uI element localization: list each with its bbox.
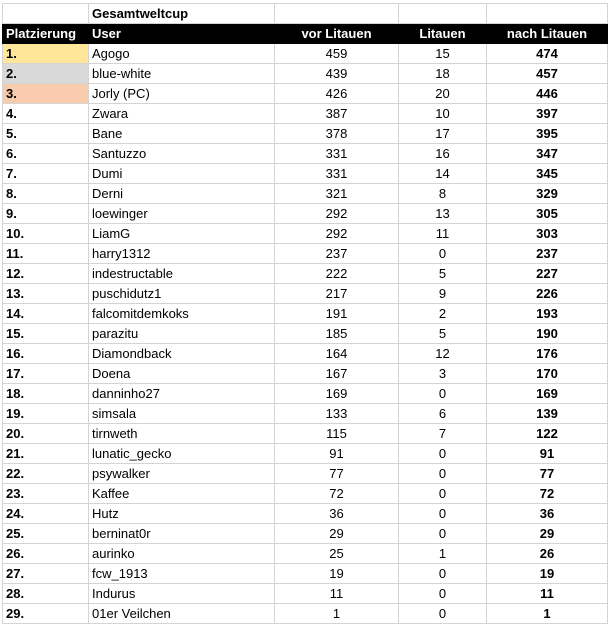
rank-cell[interactable]: 7. bbox=[3, 164, 89, 184]
user-cell[interactable]: berninat0r bbox=[89, 524, 275, 544]
table-row bbox=[3, 44, 608, 64]
table-row bbox=[3, 304, 608, 324]
table-row bbox=[3, 264, 608, 284]
race-cell[interactable]: 16 bbox=[399, 144, 487, 164]
rank-cell[interactable]: 14. bbox=[3, 304, 89, 324]
rank-cell[interactable]: 13. bbox=[3, 284, 89, 304]
after-cell[interactable]: 347 bbox=[487, 144, 608, 164]
rank-cell[interactable]: 15. bbox=[3, 324, 89, 344]
after-cell[interactable]: 446 bbox=[487, 84, 608, 104]
user-cell[interactable]: puschidutz1 bbox=[89, 284, 275, 304]
after-cell[interactable]: 345 bbox=[487, 164, 608, 184]
table-row bbox=[3, 144, 608, 164]
after-cell[interactable]: 122 bbox=[487, 424, 608, 444]
rank-cell[interactable]: 21. bbox=[3, 444, 89, 464]
race-cell[interactable]: 20 bbox=[399, 84, 487, 104]
user-cell[interactable]: Santuzzo bbox=[89, 144, 275, 164]
user-cell[interactable]: falcomitdemkoks bbox=[89, 304, 275, 324]
race-cell[interactable]: 0 bbox=[399, 604, 487, 624]
race-cell[interactable]: 9 bbox=[399, 284, 487, 304]
race-cell[interactable]: 7 bbox=[399, 424, 487, 444]
after-cell[interactable]: 397 bbox=[487, 104, 608, 124]
table-row bbox=[3, 604, 608, 624]
before-cell[interactable]: 169 bbox=[275, 384, 399, 404]
user-cell[interactable]: Bane bbox=[89, 124, 275, 144]
header-row bbox=[3, 24, 608, 44]
user-cell[interactable]: indestructable bbox=[89, 264, 275, 284]
after-cell[interactable]: 36 bbox=[487, 504, 608, 524]
rank-cell[interactable]: 22. bbox=[3, 464, 89, 484]
before-cell[interactable]: 331 bbox=[275, 144, 399, 164]
race-cell[interactable]: 0 bbox=[399, 384, 487, 404]
after-cell[interactable]: 170 bbox=[487, 364, 608, 384]
rank-cell[interactable]: 25. bbox=[3, 524, 89, 544]
before-cell[interactable]: 237 bbox=[275, 244, 399, 264]
table-row bbox=[3, 464, 608, 484]
user-cell[interactable]: danninho27 bbox=[89, 384, 275, 404]
rank-cell[interactable]: 2. bbox=[3, 64, 89, 84]
after-cell[interactable]: 139 bbox=[487, 404, 608, 424]
before-cell[interactable]: 77 bbox=[275, 464, 399, 484]
race-cell[interactable]: 1 bbox=[399, 544, 487, 564]
user-cell[interactable]: LiamG bbox=[89, 224, 275, 244]
user-cell[interactable]: parazitu bbox=[89, 324, 275, 344]
user-cell[interactable]: tirnweth bbox=[89, 424, 275, 444]
before-cell[interactable]: 439 bbox=[275, 64, 399, 84]
table-row bbox=[3, 324, 608, 344]
title-row bbox=[3, 4, 608, 24]
rank-cell[interactable]: 9. bbox=[3, 204, 89, 224]
rank-cell[interactable]: 8. bbox=[3, 184, 89, 204]
user-cell[interactable]: Diamondback bbox=[89, 344, 275, 364]
before-cell[interactable]: 191 bbox=[275, 304, 399, 324]
after-cell[interactable]: 226 bbox=[487, 284, 608, 304]
table-row bbox=[3, 504, 608, 524]
after-cell[interactable]: 303 bbox=[487, 224, 608, 244]
after-cell[interactable]: 176 bbox=[487, 344, 608, 364]
table-row bbox=[3, 424, 608, 444]
user-cell[interactable]: lunatic_gecko bbox=[89, 444, 275, 464]
race-cell[interactable]: 0 bbox=[399, 244, 487, 264]
before-cell[interactable]: 378 bbox=[275, 124, 399, 144]
cell[interactable] bbox=[275, 4, 399, 24]
race-cell[interactable]: 0 bbox=[399, 504, 487, 524]
rank-cell[interactable]: 16. bbox=[3, 344, 89, 364]
rank-cell[interactable]: 6. bbox=[3, 144, 89, 164]
race-cell[interactable]: 5 bbox=[399, 324, 487, 344]
after-cell[interactable]: 237 bbox=[487, 244, 608, 264]
user-cell[interactable]: Hutz bbox=[89, 504, 275, 524]
rank-cell[interactable]: 24. bbox=[3, 504, 89, 524]
rank-cell[interactable]: 17. bbox=[3, 364, 89, 384]
race-cell[interactable]: 0 bbox=[399, 464, 487, 484]
before-cell[interactable]: 292 bbox=[275, 224, 399, 244]
cell[interactable] bbox=[487, 4, 608, 24]
before-cell[interactable]: 1 bbox=[275, 604, 399, 624]
user-cell[interactable]: harry1312 bbox=[89, 244, 275, 264]
user-cell[interactable]: Zwara bbox=[89, 104, 275, 124]
rank-cell[interactable]: 26. bbox=[3, 544, 89, 564]
after-cell[interactable]: 19 bbox=[487, 564, 608, 584]
before-cell[interactable]: 217 bbox=[275, 284, 399, 304]
race-cell[interactable]: 11 bbox=[399, 224, 487, 244]
race-cell[interactable]: 18 bbox=[399, 64, 487, 84]
after-cell[interactable]: 26 bbox=[487, 544, 608, 564]
table-row bbox=[3, 184, 608, 204]
rank-cell[interactable]: 29. bbox=[3, 604, 89, 624]
race-cell[interactable]: 5 bbox=[399, 264, 487, 284]
after-cell[interactable]: 91 bbox=[487, 444, 608, 464]
user-cell[interactable]: Dumi bbox=[89, 164, 275, 184]
rank-cell[interactable]: 23. bbox=[3, 484, 89, 504]
user-cell[interactable]: Doena bbox=[89, 364, 275, 384]
before-cell[interactable]: 25 bbox=[275, 544, 399, 564]
header-after[interactable]: nach Litauen bbox=[487, 24, 608, 44]
before-cell[interactable]: 91 bbox=[275, 444, 399, 464]
table-row bbox=[3, 524, 608, 544]
header-race[interactable]: Litauen bbox=[399, 24, 487, 44]
rank-cell[interactable]: 1. bbox=[3, 44, 89, 64]
rank-cell[interactable]: 27. bbox=[3, 564, 89, 584]
table-row bbox=[3, 484, 608, 504]
race-cell[interactable]: 0 bbox=[399, 524, 487, 544]
table-row bbox=[3, 364, 608, 384]
after-cell[interactable]: 169 bbox=[487, 384, 608, 404]
race-cell[interactable]: 2 bbox=[399, 304, 487, 324]
rank-cell[interactable]: 19. bbox=[3, 404, 89, 424]
rank-cell[interactable]: 11. bbox=[3, 244, 89, 264]
race-cell[interactable]: 0 bbox=[399, 564, 487, 584]
user-cell[interactable]: psywalker bbox=[89, 464, 275, 484]
standings-table bbox=[2, 3, 608, 624]
race-cell[interactable]: 12 bbox=[399, 344, 487, 364]
rank-cell[interactable]: 18. bbox=[3, 384, 89, 404]
table-row bbox=[3, 544, 608, 564]
table-row bbox=[3, 404, 608, 424]
before-cell[interactable]: 321 bbox=[275, 184, 399, 204]
user-cell[interactable]: Jorly (PC) bbox=[89, 84, 275, 104]
before-cell[interactable]: 292 bbox=[275, 204, 399, 224]
table-row bbox=[3, 444, 608, 464]
user-cell[interactable]: aurinko bbox=[89, 544, 275, 564]
rank-cell[interactable]: 20. bbox=[3, 424, 89, 444]
rank-cell[interactable]: 3. bbox=[3, 84, 89, 104]
before-cell[interactable]: 185 bbox=[275, 324, 399, 344]
rank-cell[interactable]: 12. bbox=[3, 264, 89, 284]
user-cell[interactable]: blue-white bbox=[89, 64, 275, 84]
cell[interactable] bbox=[3, 4, 89, 24]
before-cell[interactable]: 387 bbox=[275, 104, 399, 124]
cell[interactable] bbox=[399, 4, 487, 24]
before-cell[interactable]: 72 bbox=[275, 484, 399, 504]
race-cell[interactable]: 0 bbox=[399, 444, 487, 464]
table-row bbox=[3, 244, 608, 264]
table-row bbox=[3, 564, 608, 584]
table-row bbox=[3, 284, 608, 304]
user-cell[interactable]: Agogo bbox=[89, 44, 275, 64]
race-cell[interactable]: 3 bbox=[399, 364, 487, 384]
race-cell[interactable]: 13 bbox=[399, 204, 487, 224]
rank-cell[interactable]: 10. bbox=[3, 224, 89, 244]
race-cell[interactable]: 8 bbox=[399, 184, 487, 204]
before-cell[interactable]: 167 bbox=[275, 364, 399, 384]
user-cell[interactable]: Indurus bbox=[89, 584, 275, 604]
race-cell[interactable]: 0 bbox=[399, 584, 487, 604]
after-cell[interactable]: 395 bbox=[487, 124, 608, 144]
header-before[interactable]: vor Litauen bbox=[275, 24, 399, 44]
table-row bbox=[3, 164, 608, 184]
after-cell[interactable]: 193 bbox=[487, 304, 608, 324]
table-row bbox=[3, 104, 608, 124]
header-user[interactable]: User bbox=[89, 24, 275, 44]
after-cell[interactable]: 227 bbox=[487, 264, 608, 284]
user-cell[interactable]: simsala bbox=[89, 404, 275, 424]
rank-cell[interactable]: 5. bbox=[3, 124, 89, 144]
before-cell[interactable]: 11 bbox=[275, 584, 399, 604]
table-row bbox=[3, 384, 608, 404]
after-cell[interactable]: 77 bbox=[487, 464, 608, 484]
after-cell[interactable]: 329 bbox=[487, 184, 608, 204]
before-cell[interactable]: 426 bbox=[275, 84, 399, 104]
after-cell[interactable]: 72 bbox=[487, 484, 608, 504]
table-row bbox=[3, 584, 608, 604]
rank-cell[interactable]: 28. bbox=[3, 584, 89, 604]
user-cell[interactable]: loewinger bbox=[89, 204, 275, 224]
after-cell[interactable]: 11 bbox=[487, 584, 608, 604]
before-cell[interactable]: 133 bbox=[275, 404, 399, 424]
race-cell[interactable]: 10 bbox=[399, 104, 487, 124]
before-cell[interactable]: 36 bbox=[275, 504, 399, 524]
before-cell[interactable]: 164 bbox=[275, 344, 399, 364]
table-row bbox=[3, 224, 608, 244]
race-cell[interactable]: 15 bbox=[399, 44, 487, 64]
race-cell[interactable]: 0 bbox=[399, 484, 487, 504]
user-cell[interactable]: 01er Veilchen bbox=[89, 604, 275, 624]
after-cell[interactable]: 474 bbox=[487, 44, 608, 64]
before-cell[interactable]: 115 bbox=[275, 424, 399, 444]
table-row bbox=[3, 204, 608, 224]
spreadsheet bbox=[2, 3, 607, 624]
race-cell[interactable]: 6 bbox=[399, 404, 487, 424]
user-cell[interactable]: Derni bbox=[89, 184, 275, 204]
before-cell[interactable]: 459 bbox=[275, 44, 399, 64]
after-cell[interactable]: 1 bbox=[487, 604, 608, 624]
table-row bbox=[3, 84, 608, 104]
before-cell[interactable]: 222 bbox=[275, 264, 399, 284]
after-cell[interactable]: 305 bbox=[487, 204, 608, 224]
user-cell[interactable]: fcw_1913 bbox=[89, 564, 275, 584]
after-cell[interactable]: 190 bbox=[487, 324, 608, 344]
table-row bbox=[3, 124, 608, 144]
sheet-title[interactable]: Gesamtweltcup bbox=[89, 4, 275, 24]
table-row bbox=[3, 344, 608, 364]
user-cell[interactable]: Kaffee bbox=[89, 484, 275, 504]
before-cell[interactable]: 19 bbox=[275, 564, 399, 584]
before-cell[interactable]: 331 bbox=[275, 164, 399, 184]
rank-cell[interactable]: 4. bbox=[3, 104, 89, 124]
header-rank[interactable]: Platzierung bbox=[3, 24, 89, 44]
race-cell[interactable]: 17 bbox=[399, 124, 487, 144]
table-row bbox=[3, 64, 608, 84]
race-cell[interactable]: 14 bbox=[399, 164, 487, 184]
after-cell[interactable]: 29 bbox=[487, 524, 608, 544]
after-cell[interactable]: 457 bbox=[487, 64, 608, 84]
before-cell[interactable]: 29 bbox=[275, 524, 399, 544]
